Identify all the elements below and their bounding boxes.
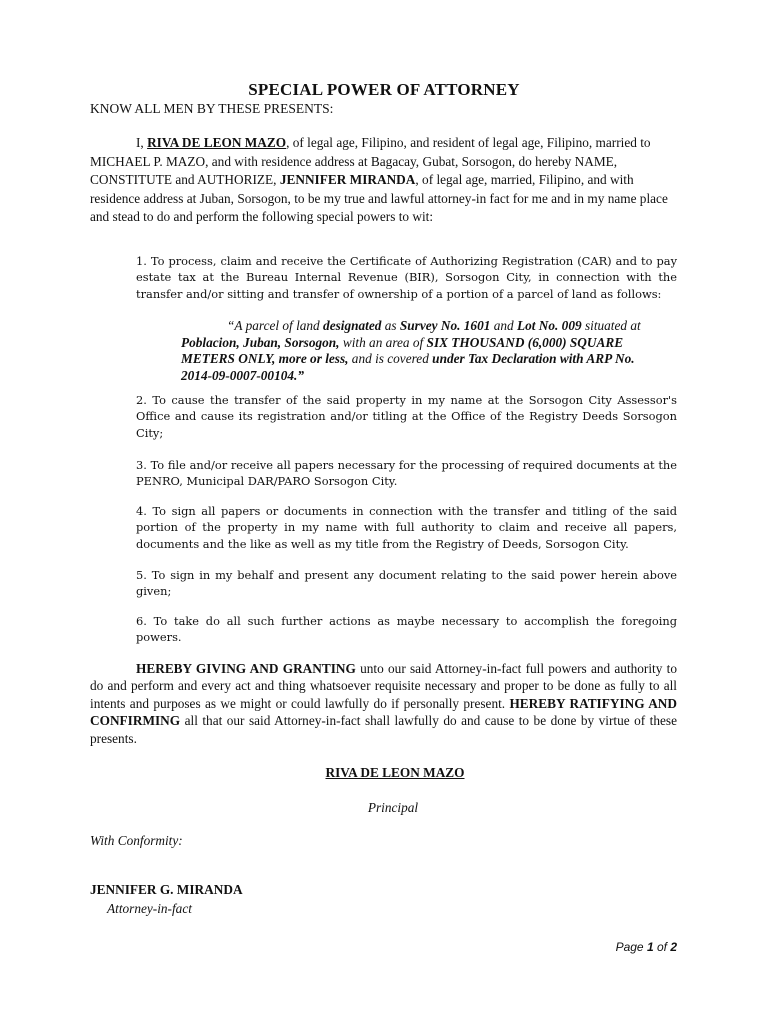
page-number: Page 1 of 2: [615, 940, 677, 954]
power-item-3: 3. To file and/or receive all papers necessary for the processing of required documents at the PENRO, Municipal DAR/PARO Sorsogon City.: [136, 458, 677, 489]
power-item-4: 4. To sign all papers or documents in connection with the transfer and titling of the said portion of the property in my name with full authority to claim and receive all papers, documents and the like as well as my title from the Registry of Deeds, Sorsogon City.: [136, 504, 677, 551]
power-item-6: 6. To take do all such further actions as maybe necessary to accomplish the foregoing powers.: [136, 614, 677, 645]
principal-role: Principal: [367, 800, 419, 815]
intro-paragraph: I, RIVA DE LEON MAZO, of legal age, Filipino, and resident of legal age, Filipino, married to MICHAEL P. MAZO, and with residence address at Bagacay, Gubat, Sorsogon, do hereby NAME, CONSTITUTE and AUTHORIZE, JENNIFER MIRANDA, of legal age, married, Filipino, and with residence address at Juban, Sorsogon, to be my true and lawful attorney-in fact for me and in my name place and stead to do and perform the following special powers to wit:: [90, 135, 668, 225]
power-item-2: 2. To cause the transfer of the said property in my name at the Sorsogon City Assessor's Office and cause its registration and/or titling at the Office of the Registry Deeds Sorsogon City;: [136, 393, 677, 440]
principal-signature-name: RIVA DE LEON MAZO: [325, 765, 465, 780]
attorney-name-inline: JENNIFER MIRANDA: [279, 172, 416, 188]
attorney-signature-name: JENNIFER G. MIRANDA: [90, 882, 243, 897]
document-title: SPECIAL POWER OF ATTORNEY: [248, 80, 520, 99]
power-item-5: 5. To sign in my behalf and present any document relating to the said power herein above given;: [136, 568, 677, 599]
attorney-role: Attorney-in-fact: [107, 901, 192, 916]
conformity-label: With Conformity:: [90, 833, 183, 848]
property-description: “A parcel of land designated as Survey No. 1601 and Lot No. 009 situated at Poblacion, Juban, Sorsogon, with an area of SIX THOUSAND (6,000) SQUARE METERS ONLY, more or less, and is covered under Tax Declaration with ARP No. 2014-09-0007-00104.”: [181, 318, 641, 383]
closing-paragraph: HEREBY GIVING AND GRANTING unto our said Attorney-in-fact full powers and authority to do and perform and every act and thing whatsoever requisite necessary and proper to be done as fully to all intents and purposes as we might or could lawfully do if personally present. HEREBY RATIFYING AND CONFIRMING all that our said Attorney-in-fact shall lawfully do and cause to be done by virtue of these presents.: [90, 661, 677, 746]
principal-name-inline: RIVA DE LEON MAZO: [147, 135, 287, 150]
greeting: KNOW ALL MEN BY THESE PRESENTS:: [90, 101, 334, 116]
power-item-1: 1. To process, claim and receive the Certificate of Authorizing Registration (CAR) and to pay estate tax at the Bureau Internal Revenue (BIR), Sorsogon City, in connection with the transfer and/or sitting and transfer of ownership of a portion of a parcel of land as follows:: [136, 254, 677, 301]
